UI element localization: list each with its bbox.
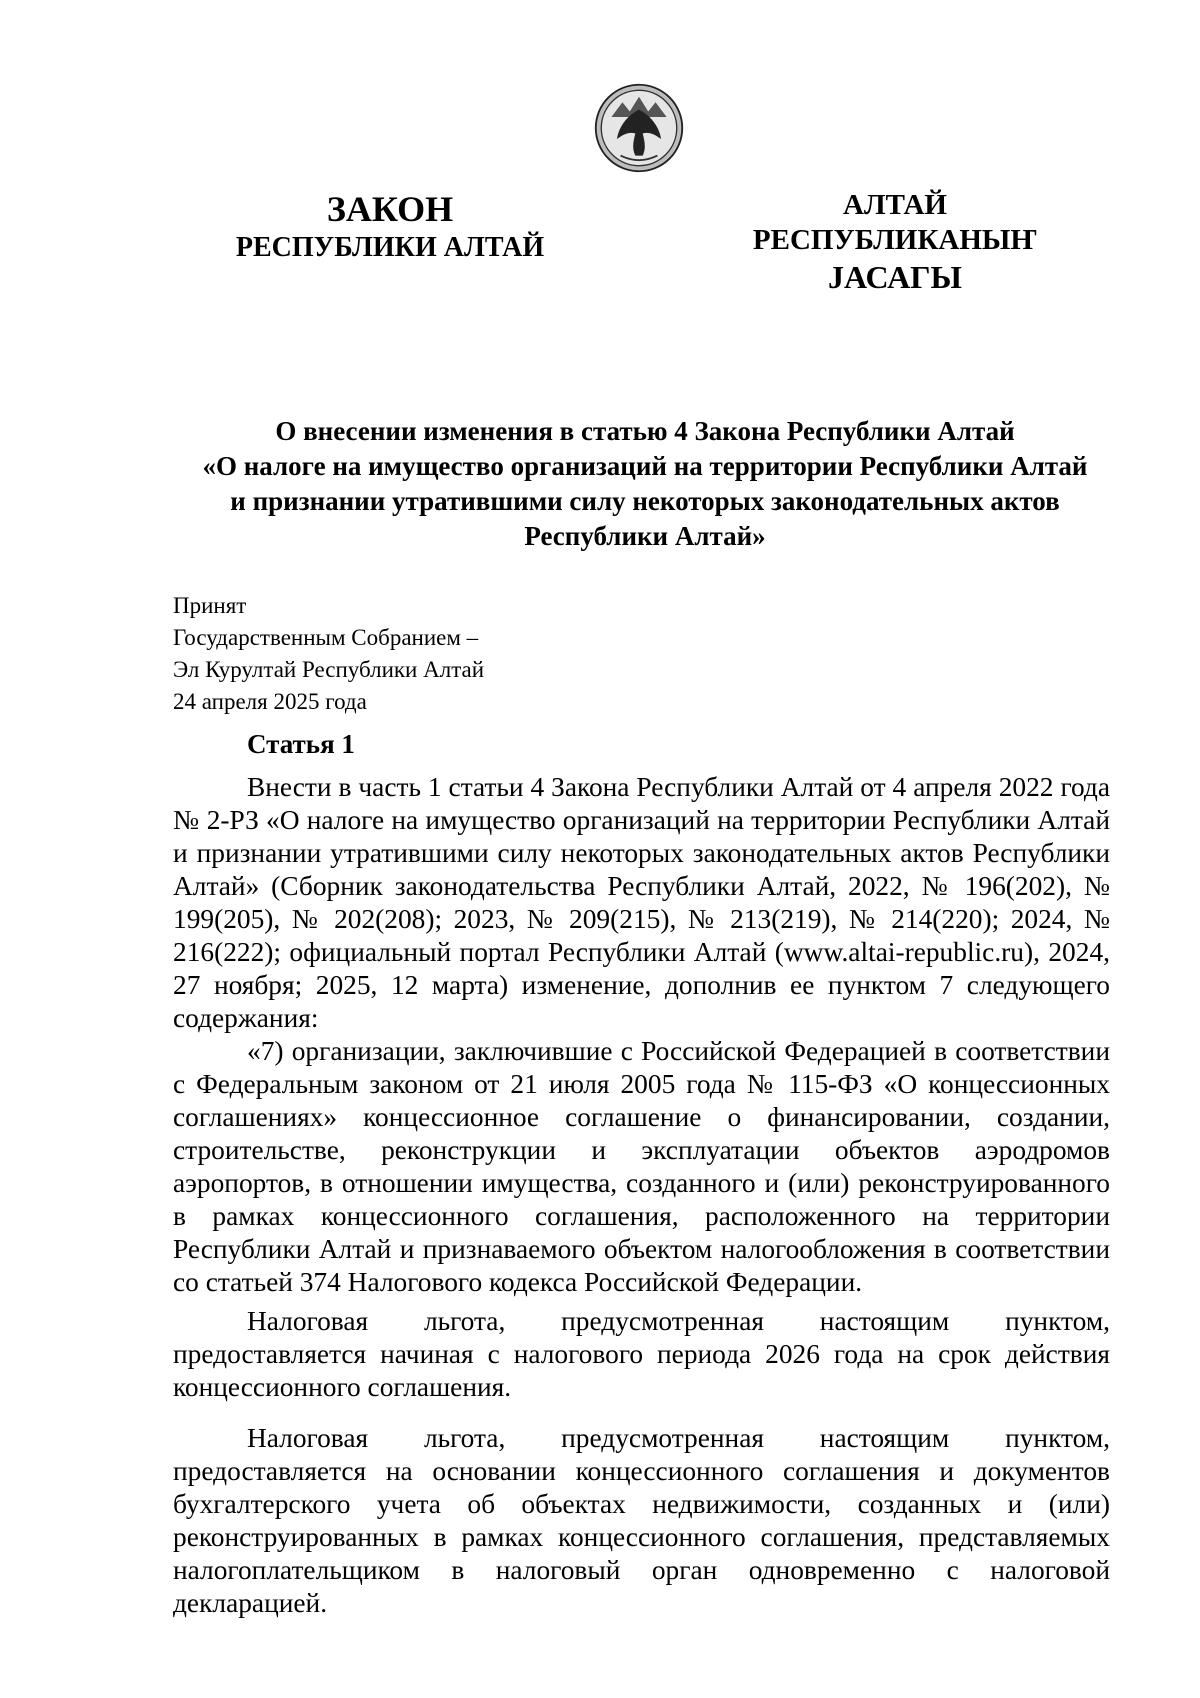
article-paragraph: Налоговая льгота, предусмотренная настоящим пунктом, предоставляется на основании концессионного соглашения и документов бухгалтерского учета об объектах недвижимости, созданных и (или) реконструированных в рамках концессионного соглашения, представляемых налогоплательщиком в налоговый орган одновременно с налоговой декларацией. [173,1423,1110,1618]
adoption-line: Государственным Собранием – [173,625,479,650]
law-title-line: и признании утратившими силу некоторых законодательных актов [230,486,1060,516]
header-left [200,188,580,265]
adoption-line: Эл Курултай Республики Алтай [173,657,485,682]
header-right [700,188,1090,296]
header-right-title: АЛТАЙ РЕСПУБЛИКАНЫҤ [752,189,1038,256]
law-title-line: О внесении изменения в статью 4 Закона Республики Алтай [275,416,1015,446]
coat-of-arms-icon [593,82,685,174]
header-left-subtitle: РЕСПУБЛИКИ АЛТАЙ [235,232,545,264]
article-body [173,771,1110,1620]
adoption-date: 24 апреля 2025 года [173,689,367,714]
law-title [170,414,1120,554]
law-title-line: Республики Алтай» [524,521,766,551]
header-left-title: ЗАКОН [326,189,454,229]
law-title-line: «О налоге на имущество организаций на территории Республики Алтай [202,451,1088,481]
article-heading: Статья 1 [247,729,355,759]
adoption-block [173,590,484,718]
article-paragraph: Налоговая льгота, предусмотренная настоящим пунктом, предоставляется начиная с налогового периода 2026 года на срок действия концессионного соглашения. [173,1306,1110,1402]
article-paragraph: Внести в часть 1 статьи 4 Закона Республики Алтай от 4 апреля 2022 года № 2-РЗ «О налоге на имущество организаций на территории Республики Алтай и признании утратившими силу некоторых законодательных актов Республики Алтай» (Сборник законодательства Республики Алтай, 2022, № 196(202), № 199(205), № 202(208); 2023, № 209(215), № 213(219), № 214(220); 2024, № 216(222); официальный портал Республики Алтай (www.altai-republic.ru), 2024, 27 ноября; 2025, 12 марта) изменение, дополнив ее пунктом 7 следующего содержания: [173,772,1110,1033]
adoption-line: Принят [173,593,247,618]
article-paragraph: «7) организации, заключившие с Российской Федерацией в соответствии с Федеральным законом от 21 июля 2005 года № 115-ФЗ «О концессионных соглашениях» концессионное соглашение о финансировании, создании, строительстве, реконструкции и эксплуатации объектов аэродромов аэропортов, в отношении имущества, созданного и (или) реконструированного в рамках концессионного соглашения, расположенного на территории Республики Алтай и признаваемого объектом налогообложения в соответствии со статьей 374 Налогового кодекса Российской Федерации. [173,1036,1110,1297]
header-right-subtitle: ЈАСАГЫ [828,258,962,295]
